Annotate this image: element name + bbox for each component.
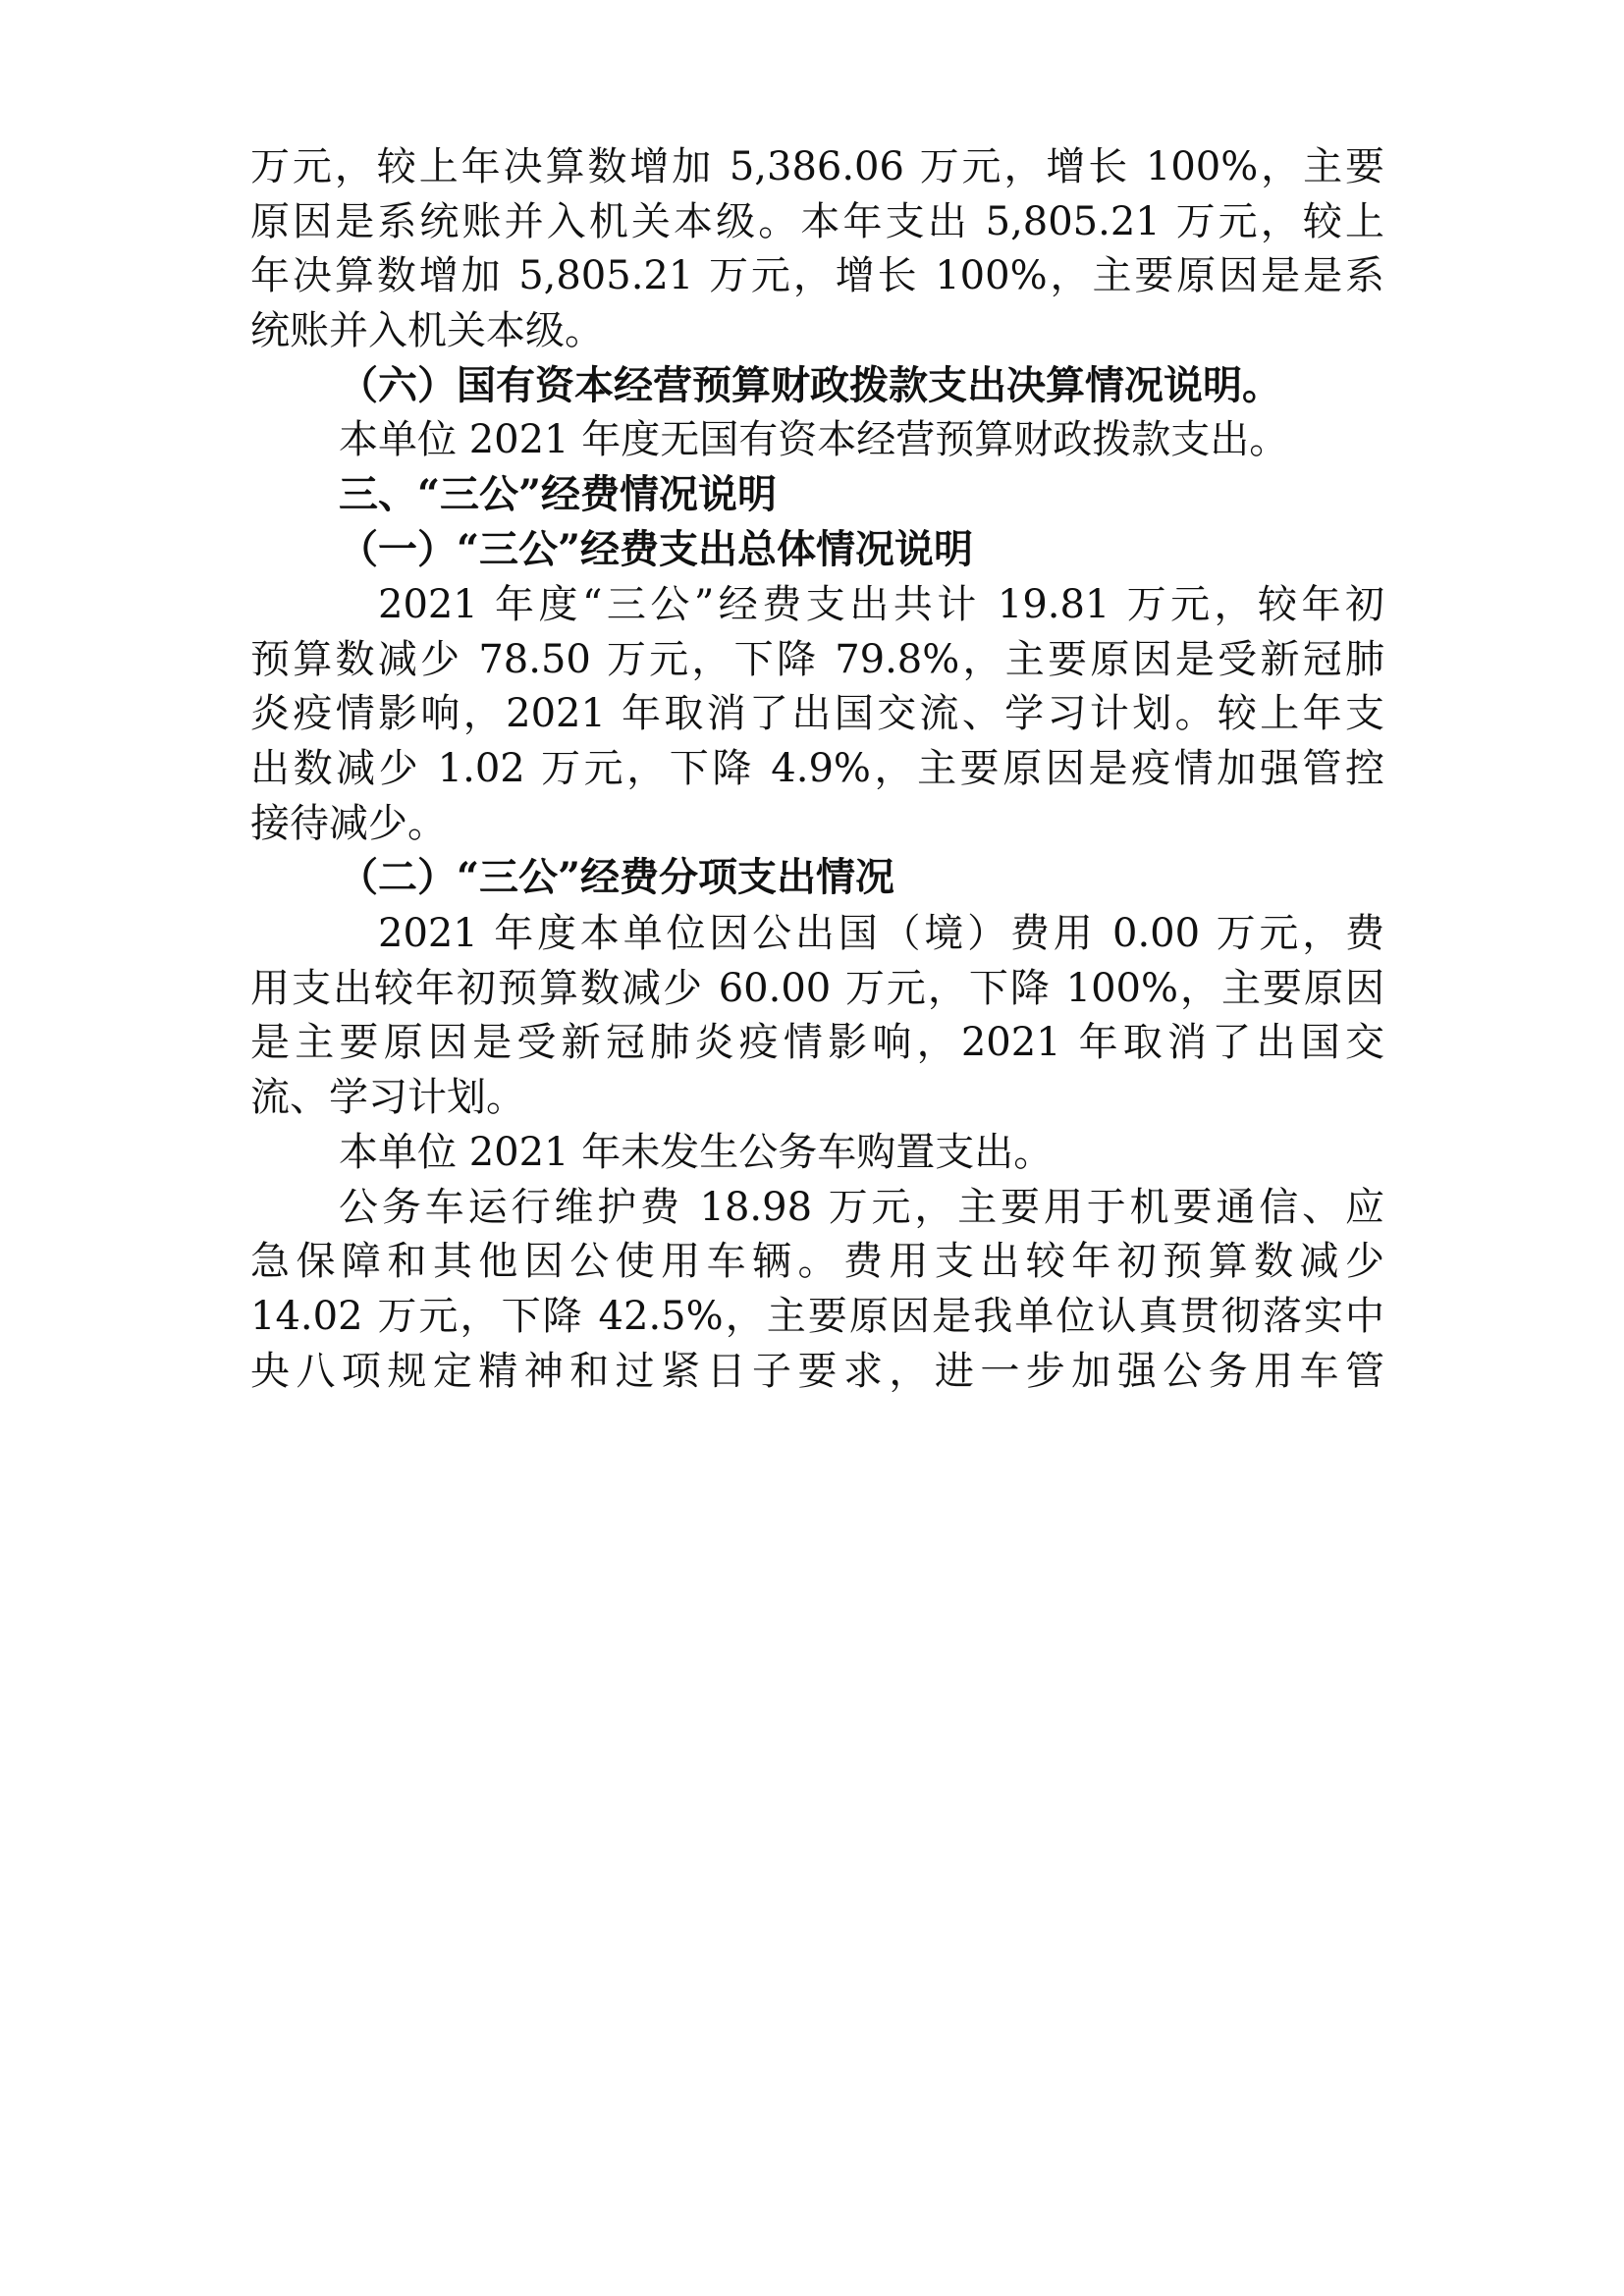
body-text-line: 2021 年度“三公”经费支出共计 19.81 万元，较年初 [378,582,1384,627]
body-text-line: 年决算数增加 5,805.21 万元，增长 100%，主要原因是是系 [250,253,1384,298]
body-text-line: 急保障和其他因公使用车辆。费用支出较年初预算数减少 [250,1239,1384,1284]
section-heading: （六）国有资本经营预算财政拨款支出决算情况说明。 [339,362,1281,408]
body-text-line: 央八项规定精神和过紧日子要求，进一步加强公务用车管 [250,1349,1384,1394]
body-text-line: 出数减少 1.02 万元，下降 4.9%，主要原因是疫情加强管控 [250,746,1384,791]
body-text-line: 公务车运行维护费 18.98 万元，主要用于机要通信、应 [339,1185,1384,1230]
body-text-line: 接待减少。 [250,801,447,846]
chapter-heading: 三、“三公”经费情况说明 [339,471,778,517]
body-text-line: 2021 年度本单位因公出国（境）费用 0.00 万元，费 [378,911,1384,956]
body-text-line: 本单位 2021 年度无国有资本经营预算财政拨款支出。 [339,417,1289,462]
section-heading: （二）“三公”经费分项支出情况 [339,854,895,900]
body-text-line: 统账并入机关本级。 [250,308,604,353]
body-text-line: 本单位 2021 年未发生公务车购置支出。 [339,1130,1054,1175]
body-text-line: 万元，较上年决算数增加 5,386.06 万元，增长 100%，主要 [250,144,1384,189]
body-text-line: 炎疫情影响，2021 年取消了出国交流、学习计划。较上年支 [250,691,1384,736]
section-heading: （一）“三公”经费支出总体情况说明 [339,526,974,572]
body-text-line: 是主要原因是受新冠肺炎疫情影响，2021 年取消了出国交 [250,1020,1384,1065]
body-text-line: 用支出较年初预算数减少 60.00 万元，下降 100%，主要原因 [250,966,1384,1011]
body-text-line: 原因是系统账并入机关本级。本年支出 5,805.21 万元，较上 [250,199,1384,244]
body-text-line: 流、学习计划。 [250,1075,525,1120]
body-text-line: 预算数减少 78.50 万元，下降 79.8%，主要原因是受新冠肺 [250,637,1384,682]
body-text-line: 14.02 万元，下降 42.5%，主要原因是我单位认真贯彻落实中 [250,1294,1384,1339]
